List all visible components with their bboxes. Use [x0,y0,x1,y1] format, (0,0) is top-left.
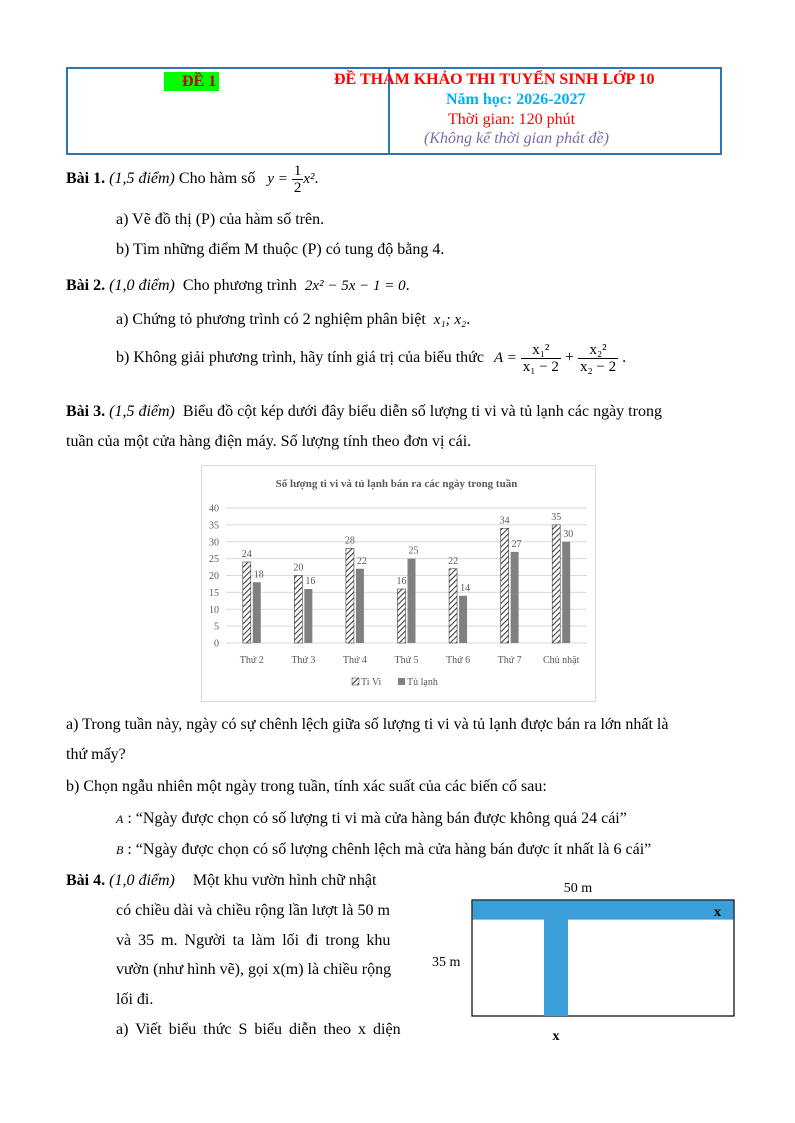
bai1-func-lhs: y = [267,171,288,188]
bai2-part-a [116,311,470,329]
bai4-line5: lối đi. [116,991,154,1008]
x-tick-label: Thứ 6 [446,655,471,666]
bai3-question-a-line1: a) Trong tuần này, ngày có sự chênh lệch giữa số lượng ti vi và tủ lạnh được bán ra lớn nhất là [66,716,669,733]
bai3-label: Bài 3. [66,403,106,420]
event-a-text: : “Ngày được chọn có số lượng ti vi mà cửa hàng bán được không quá 24 cái” [127,810,627,827]
data-label-tulanh: 22 [356,555,367,567]
bai2-intro: Cho phương trình [182,277,297,294]
legend-label-tivi: Ti Vi [361,677,382,688]
data-label-tulanh: 25 [408,545,419,557]
bai3-event-a [116,810,627,828]
bai1-func-end: . [314,170,319,188]
bar-tulanh [356,569,364,643]
label-length: 50 m [563,881,593,896]
y-tick-label: 35 [209,520,219,532]
bai1-heading [66,163,319,196]
bai3-question-b: b) Chọn ngẫu nhiên một ngày trong tuần, tính xác suất của các biến cố sau: [66,778,547,795]
bai2-part-a-text: a) Chứng tỏ phương trình có 2 nghiệm phân biệt [116,311,426,328]
data-label-tulanh: 18 [253,569,264,581]
data-label-tivi: 35 [551,511,562,523]
bai3-heading [66,403,662,421]
bar-tivi [501,528,509,643]
school-year: Năm học: 2026-2027 [446,91,586,108]
event-b-text: : “Ngày được chọn có số lượng chênh lệch mà cửa hàng bán được ít nhất là 6 cái” [127,841,652,858]
chart-title: Số lượng ti vi và tủ lạnh bán ra các ngày trong tuần [275,478,518,490]
vertical-path [544,919,568,1016]
data-label-tulanh: 14 [460,582,471,594]
y-tick-label: 40 [209,503,219,515]
bar-tivi [398,589,406,643]
bai2-part-a-math: x₁; x₂ [433,312,467,328]
duration-note: (Không kể thời gian phát đề) [424,130,609,147]
data-label-tulanh: 16 [305,576,316,587]
data-label-tulanh: 27 [511,538,522,550]
bai2-expr-lhs: A = [493,350,517,367]
bai1-part-b: b) Tìm những điểm M thuộc (P) có tung độ bằng 4. [116,241,445,258]
bai2-plus: + [564,349,574,367]
exam-title: ĐỀ THAM KHẢO THI TUYỂN SINH LỚP 10 [334,71,655,88]
bai4-label: Bài 4. [66,872,106,889]
bai3-line2: tuần của một cửa hàng điện máy. Số lượng tính theo đơn vị cái. [66,433,472,450]
data-label-tivi: 24 [241,549,252,560]
bai4-line4: vườn (như hình vẽ), gọi x(m) là chiều rộng [116,961,392,978]
bai4-line2: có chiều dài và chiều rộng lần lượt là 50 m [116,902,390,919]
event-a-symbol: A [116,812,124,826]
bai1-label: Bài 1. [66,170,106,188]
y-tick-label: 0 [214,638,219,650]
bar-chart [202,466,595,701]
bai2-part-a-end: . [466,311,471,328]
bar-tulanh [511,552,519,643]
bai2-fraction-1 [521,342,561,375]
bar-tivi [243,562,251,643]
bai3-line1: Biểu đồ cột kép dưới đây biểu diễn số lượng ti vi và tủ lạnh các ngày trong [182,403,662,420]
y-tick-label: 30 [209,537,219,549]
y-tick-label: 20 [209,571,219,582]
data-label-tulanh: 30 [563,528,574,540]
bai1-intro: Cho hàm số [178,170,256,188]
bai2-num-2: x₂² [578,342,618,359]
bai2-num-1: x₁² [521,342,561,359]
bar-tulanh [562,542,570,643]
legend-swatch-tulanh [398,678,405,685]
bai2-equation-end: . [405,277,410,294]
bai3-question-a-line2: thứ mấy? [66,746,126,763]
exam-code-badge: ĐỀ 1 [164,72,219,91]
data-label-tivi: 20 [293,562,304,574]
bai2-part-b-text: b) Không giải phương trình, hãy tính giá trị của biểu thức [116,349,484,367]
bai1-func-num: 1 [293,163,302,179]
bai4-line6: a) Viết biểu thức S biểu diễn theo x diện [116,1021,401,1038]
bai1-points: (1,5 điểm) [109,170,175,188]
x-tick-label: Thứ 5 [394,655,419,666]
label-path-width-bottom: x [552,1029,560,1044]
event-b-symbol: B [116,843,124,857]
label-path-width-right: x [714,905,721,920]
data-label-tivi: 22 [448,555,459,567]
x-tick-label: Thứ 7 [497,655,522,666]
bar-tulanh [459,596,467,643]
bai2-fraction-2 [578,342,618,375]
bai2-equation: 2x² − 5x − 1 = 0 [304,278,406,294]
data-label-tivi: 28 [344,535,355,547]
bai1-func-den: 2 [293,180,302,196]
label-width: 35 m [432,955,461,970]
data-label-tivi: 16 [396,576,407,587]
y-tick-label: 5 [214,621,219,633]
bar-tulanh [304,589,312,643]
bai1-fraction [292,163,304,196]
horizontal-path [473,901,734,920]
bar-tulanh [408,559,416,643]
x-tick-label: Thứ 4 [342,655,367,666]
bar-tulanh [253,582,261,643]
bai4-line3: và 35 m. Người ta làm lối đi trong khu [116,932,391,949]
y-tick-label: 10 [209,604,219,616]
data-label-tivi: 34 [499,515,510,527]
bai1-func-rhs: x² [303,171,315,188]
x-tick-label: Thứ 3 [291,655,316,666]
bai4-points: (1,0 điểm) [109,872,175,889]
bai2-label: Bài 2. [66,277,106,294]
bai2-part-b [116,342,626,375]
x-tick-label: Chủ nhật [543,655,580,666]
bai2-heading [66,277,410,295]
legend-label-tulanh: Tủ lạnh [407,677,438,688]
bai2-part-b-end: . [622,349,627,367]
bai4-heading [66,872,376,890]
bai2-points: (1,0 điểm) [109,277,175,294]
bai2-den-2: x₂ − 2 [579,359,617,375]
bar-tivi [552,525,560,643]
exam-duration: Thời gian: 120 phút [448,111,576,128]
y-tick-label: 15 [209,587,219,599]
bar-tivi [449,569,457,643]
y-tick-label: 25 [209,554,219,566]
bai3-event-b [116,841,651,859]
bai1-part-a: a) Vẽ đồ thị (P) của hàm số trên. [116,211,325,228]
bar-tivi [294,576,302,644]
bai4-line1: Một khu vườn hình chữ nhật [192,872,377,889]
bai2-den-1: x₁ − 2 [522,359,559,375]
bar-tivi [346,549,354,644]
x-tick-label: Thứ 2 [239,655,264,666]
chart-frame [201,465,596,702]
legend-swatch-tivi [352,678,359,685]
bai3-points: (1,5 điểm) [109,403,175,420]
garden-figure [430,880,760,1050]
